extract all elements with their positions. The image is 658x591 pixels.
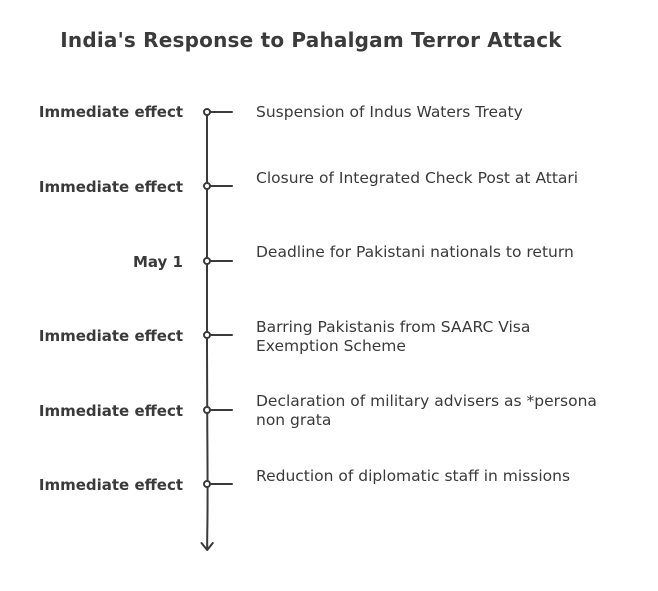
event-date: Immediate effect: [38, 476, 183, 494]
event-description: Deadline for Pakistani nationals to return: [256, 243, 574, 261]
event-description: Declaration of military advisers as *persona non grata: [256, 392, 597, 429]
event-description: Suspension of Indus Waters Treaty: [256, 103, 523, 121]
event-date: Immediate effect: [38, 178, 183, 196]
event-date: May 1: [132, 253, 183, 271]
timeline-marker: [204, 407, 232, 413]
timeline-marker: [204, 258, 232, 264]
event-description: Barring Pakistanis from SAARC Visa Exemption Scheme: [256, 318, 531, 355]
event-date: Immediate effect: [38, 103, 183, 121]
timeline-marker: [204, 332, 232, 338]
page-title: India's Response to Pahalgam Terror Attack: [60, 28, 562, 52]
event-description: Reduction of diplomatic staff in missions: [256, 467, 571, 485]
event-date: Immediate effect: [38, 327, 183, 345]
event-description: Closure of Integrated Check Post at Attari: [256, 169, 579, 187]
timeline-marker: [204, 183, 232, 189]
timeline-marker: [204, 481, 232, 487]
timeline-marker: [204, 109, 232, 115]
event-date: Immediate effect: [38, 402, 183, 420]
